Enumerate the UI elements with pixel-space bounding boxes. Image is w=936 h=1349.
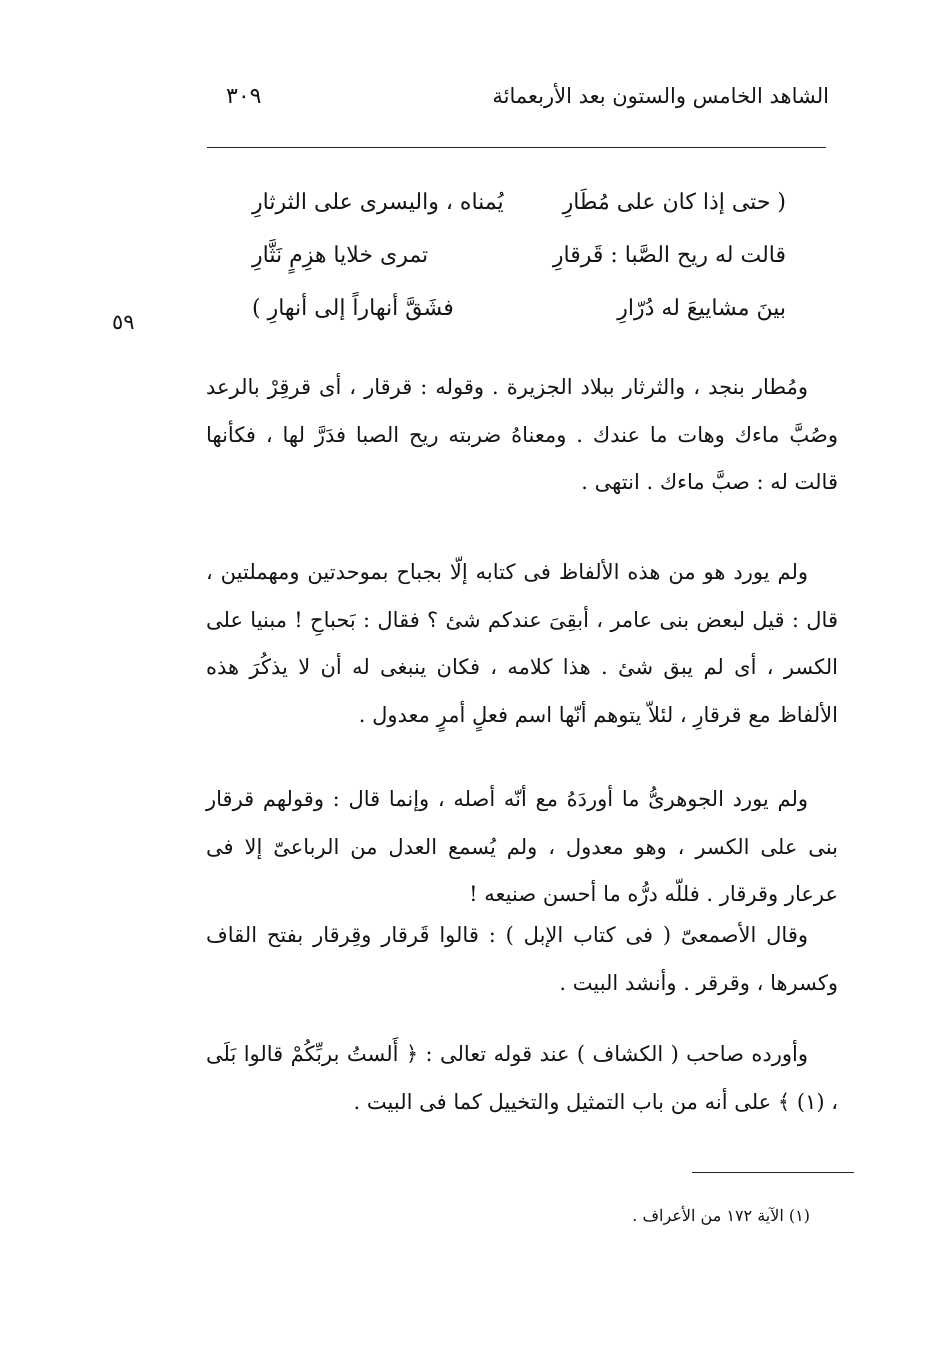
verse-first-hemistich: بينَ مشاييعَ له دُرّارِ: [617, 296, 786, 321]
verse-first-hemistich: قالت له ريح الصَّبا : قَرقارِ: [552, 243, 786, 268]
paragraph-text: ولم يورد الجوهرىُّ ما أوردَهُ مع أنّه أصله ، وإنما قال : وقولهم قرقار بنى على الكسر ، وهو معدول ، ولم يُسمع العدل من الرباعىّ إلا فى عرعار وقرقار . فللّه درُّه ما أحسن صنيعه !: [206, 787, 838, 906]
paragraph-text: ومُطار بنجد ، والثرثار ببلاد الجزيرة . وقوله : قرقار ، أى قرقِرْ بالرعد وصُبَّ ماءك وهات ما عندك . ومعناهُ ضربته ريح الصبا فدَرَّ لها ، فكأنها قالت له : صبَّ ماءك . انتهى .: [206, 375, 838, 494]
verse-line: [206, 190, 786, 243]
verse-second-hemistich: تمرى خلايا هزِمٍ نَثَّارِ: [252, 243, 429, 268]
verse-first-hemistich: ( حتى إذا كان على مُطَارِ: [562, 190, 786, 215]
footnote-divider: [692, 1172, 854, 1173]
commentary-paragraph: [206, 364, 838, 507]
verse-line: [206, 243, 786, 296]
paragraph-text: وأورده صاحب ( الكشاف ) عند قوله تعالى : ﴿ أَلستُ بربِّكُمْ قالوا بَلَى ، (١) ﴾ على أنه من باب التمثيل والتخييل كما فى البيت .: [206, 1042, 838, 1114]
header-divider: [207, 147, 826, 148]
margin-verse-number: ٥٩: [112, 310, 135, 334]
page-number: ٣٠٩: [226, 84, 262, 109]
commentary-paragraph: [206, 1031, 838, 1126]
poem-verses: [206, 190, 786, 349]
paragraph-text: ولم يورد هو من هذه الألفاظ فى كتابه إلّا بجباح بموحدتين ومهملتين ، قال : قيل لبعض بنى عامر ، أبقِىَ عندكم شئ ؟ فقال : بَحباحِ ! مبنيا على الكسر ، أى لم يبق شئ . هذا كلامه ، فكان ينبغى له أن لا يذكُرَ هذه الألفاظ مع قرقارِ ، لئلاّ يتوهم أنّها اسم فعلٍ أمرٍ معدول .: [206, 560, 838, 727]
paragraph-text: وقال الأصمعىّ ( فى كتاب الإبل ) : قالوا قَرقار وقِرقار بفتح القاف وكسرها ، وقرقر . وأنشد البيت .: [206, 923, 838, 995]
running-header-title: الشاهد الخامس والستون بعد الأربعمائة: [492, 84, 829, 108]
commentary-paragraph: [206, 912, 838, 1007]
commentary-paragraph: [206, 549, 838, 739]
verse-second-hemistich: يُمناه ، واليسرى على الثرثارِ: [252, 190, 504, 215]
commentary-paragraph: [206, 776, 838, 919]
verse-second-hemistich: فشَقَّ أنهاراً إلى أنهارِ ): [252, 296, 454, 321]
verse-line: [206, 296, 786, 349]
footnote: (١) الآية ١٧٢ من الأعراف .: [632, 1206, 810, 1225]
